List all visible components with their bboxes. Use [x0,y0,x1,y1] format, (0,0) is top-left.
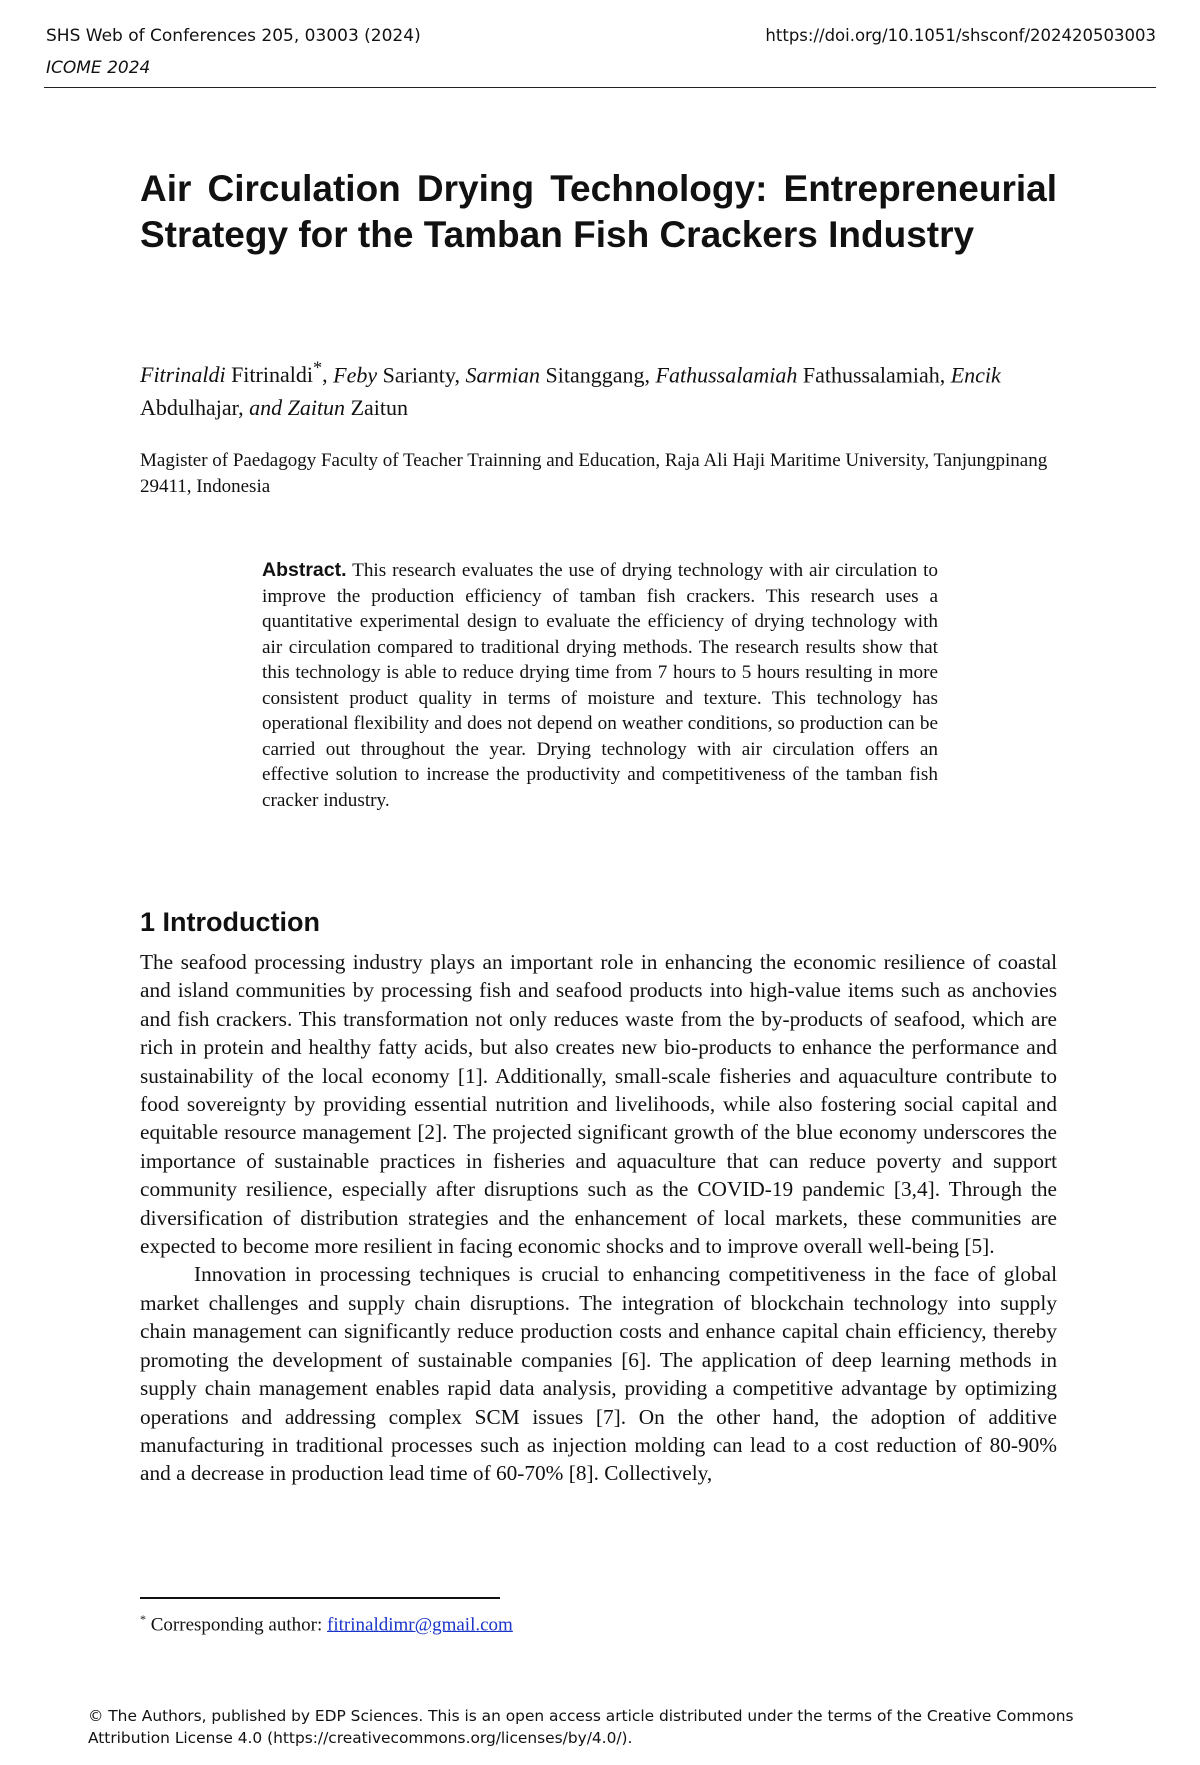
section-heading: 1 Introduction [140,907,320,937]
author-email-link[interactable]: fitrinaldimr@gmail.com [327,1614,513,1636]
author-entry [333,362,465,387]
section-body [140,948,1057,1488]
author-separator: , [939,362,951,388]
abstract [262,558,938,813]
author-entry [465,362,655,387]
author-family-name: Zaitun [350,395,408,421]
conference-name: ICOME 2024 [46,58,151,78]
doi-link[interactable]: https://doi.org/10.1051/shsconf/202420503003 [765,26,1156,45]
abstract-text: This research evaluates the use of drying technology with air circulation to improve the production efficiency of tamban fish crackers. This research uses a quantitative experimental design to evaluate the efficiency of drying technology with air circulation compared to traditional drying methods. The research results show that this technology is able to reduce drying time from 7 hours to 5 hours resulting in more consistent product quality in terms of moisture and texture. This technology has operational flexibility and does not depend on weather conditions, so production can be carried out throughout the year. Drying technology with air circulation offers an effective solution to increase the productivity and competitiveness of the tamban fish cracker industry. [262,560,939,811]
footnote-label: Corresponding author: [150,1614,328,1636]
author-given-name: Fathussalamiah [655,362,798,388]
affiliation: Magister of Paedagogy Faculty of Teacher Trainning and Education, Raja Ali Haji Maritime University, Tanjungpinang 29411, Indonesia [140,450,1048,497]
author-list [140,352,1057,424]
header-divider [44,87,1156,88]
author-family-name: Sitanggang [545,362,645,388]
journal-citation: SHS Web of Conferences 205, 03003 (2024) [46,26,421,46]
author-separator: , [454,362,466,388]
author-given-name: Fitrinaldi [140,362,226,388]
author-mark: * [312,358,323,378]
author-separator: , [238,395,250,421]
footnote-divider [140,1597,500,1599]
author-given-name: Feby [333,362,378,388]
author-entry [656,362,951,387]
author-entry [140,358,334,388]
body-paragraph: Innovation in processing techniques is crucial to enhancing competitiveness in the face of global market challenges and supply chain disruptions. The integration of blockchain technology into supply chain management can significantly reduce production costs and enhance capital chain efficiency, thereby promoting the development of sustainable companies [6]. The application of deep learning methods in supply chain management enables rapid data analysis, providing a competitive advantage by optimizing operations and addressing complex SCM issues [7]. On the other hand, the adoption of additive manufacturing in traditional processes such as injection molding can lead to a cost reduction of 80-90% and a decrease in production lead time of 60-70% [8]. Collectively, [140,1262,1057,1486]
author-family-name: Fathussalamiah [802,362,940,388]
author-given-name: Encik [950,362,1001,388]
author-separator: , [644,362,656,388]
author-given-name: Sarmian [465,362,541,388]
paper-title: Air Circulation Drying Technology: Entrepreneurial Strategy for the Tamban Fish Crackers Industry [140,168,1057,255]
author-given-name: and Zaitun [249,395,346,421]
author-family-name: Abdulhajar [140,395,239,421]
abstract-label: Abstract. [262,559,347,581]
footnote [140,1612,513,1636]
author-entry [249,395,408,420]
author-family-name: Sarianty [382,362,455,388]
author-separator: , [322,362,334,388]
footnote-mark: * [140,1612,146,1626]
author-family-name: Fitrinaldi [231,362,313,388]
body-paragraph: The seafood processing industry plays an important role in enhancing the economic resilience of coastal and island communities by processing fish and seafood products into high-value items such as anchovies and fish crackers. This transformation not only reduces waste from the by-products of seafood, which are rich in protein and healthy fatty acids, but also creates new bio-products to enhance the performance and sustainability of the local economy [1]. Additionally, small-scale fisheries and aquaculture contribute to food sovereignty by providing essential nutrition and livelihoods, while also fostering social capital and equitable resource management [2]. The projected significant growth of the blue economy underscores the importance of sustainable practices in fisheries and aquaculture that can reduce poverty and support community resilience, especially after disruptions such as the COVID-19 pandemic [3,4]. Through the diversification of distribution strategies and the enhancement of local markets, these communities are expected to become more resilient in facing economic shocks and to improve overall well-being [5]. [140,950,1057,1259]
license-notice: © The Authors, published by EDP Sciences. This is an open access article distributed under the terms of the Creative Commons Attribution License 4.0 (https://creativecommons.org/licenses/by/4.0/). [88,1707,1074,1747]
